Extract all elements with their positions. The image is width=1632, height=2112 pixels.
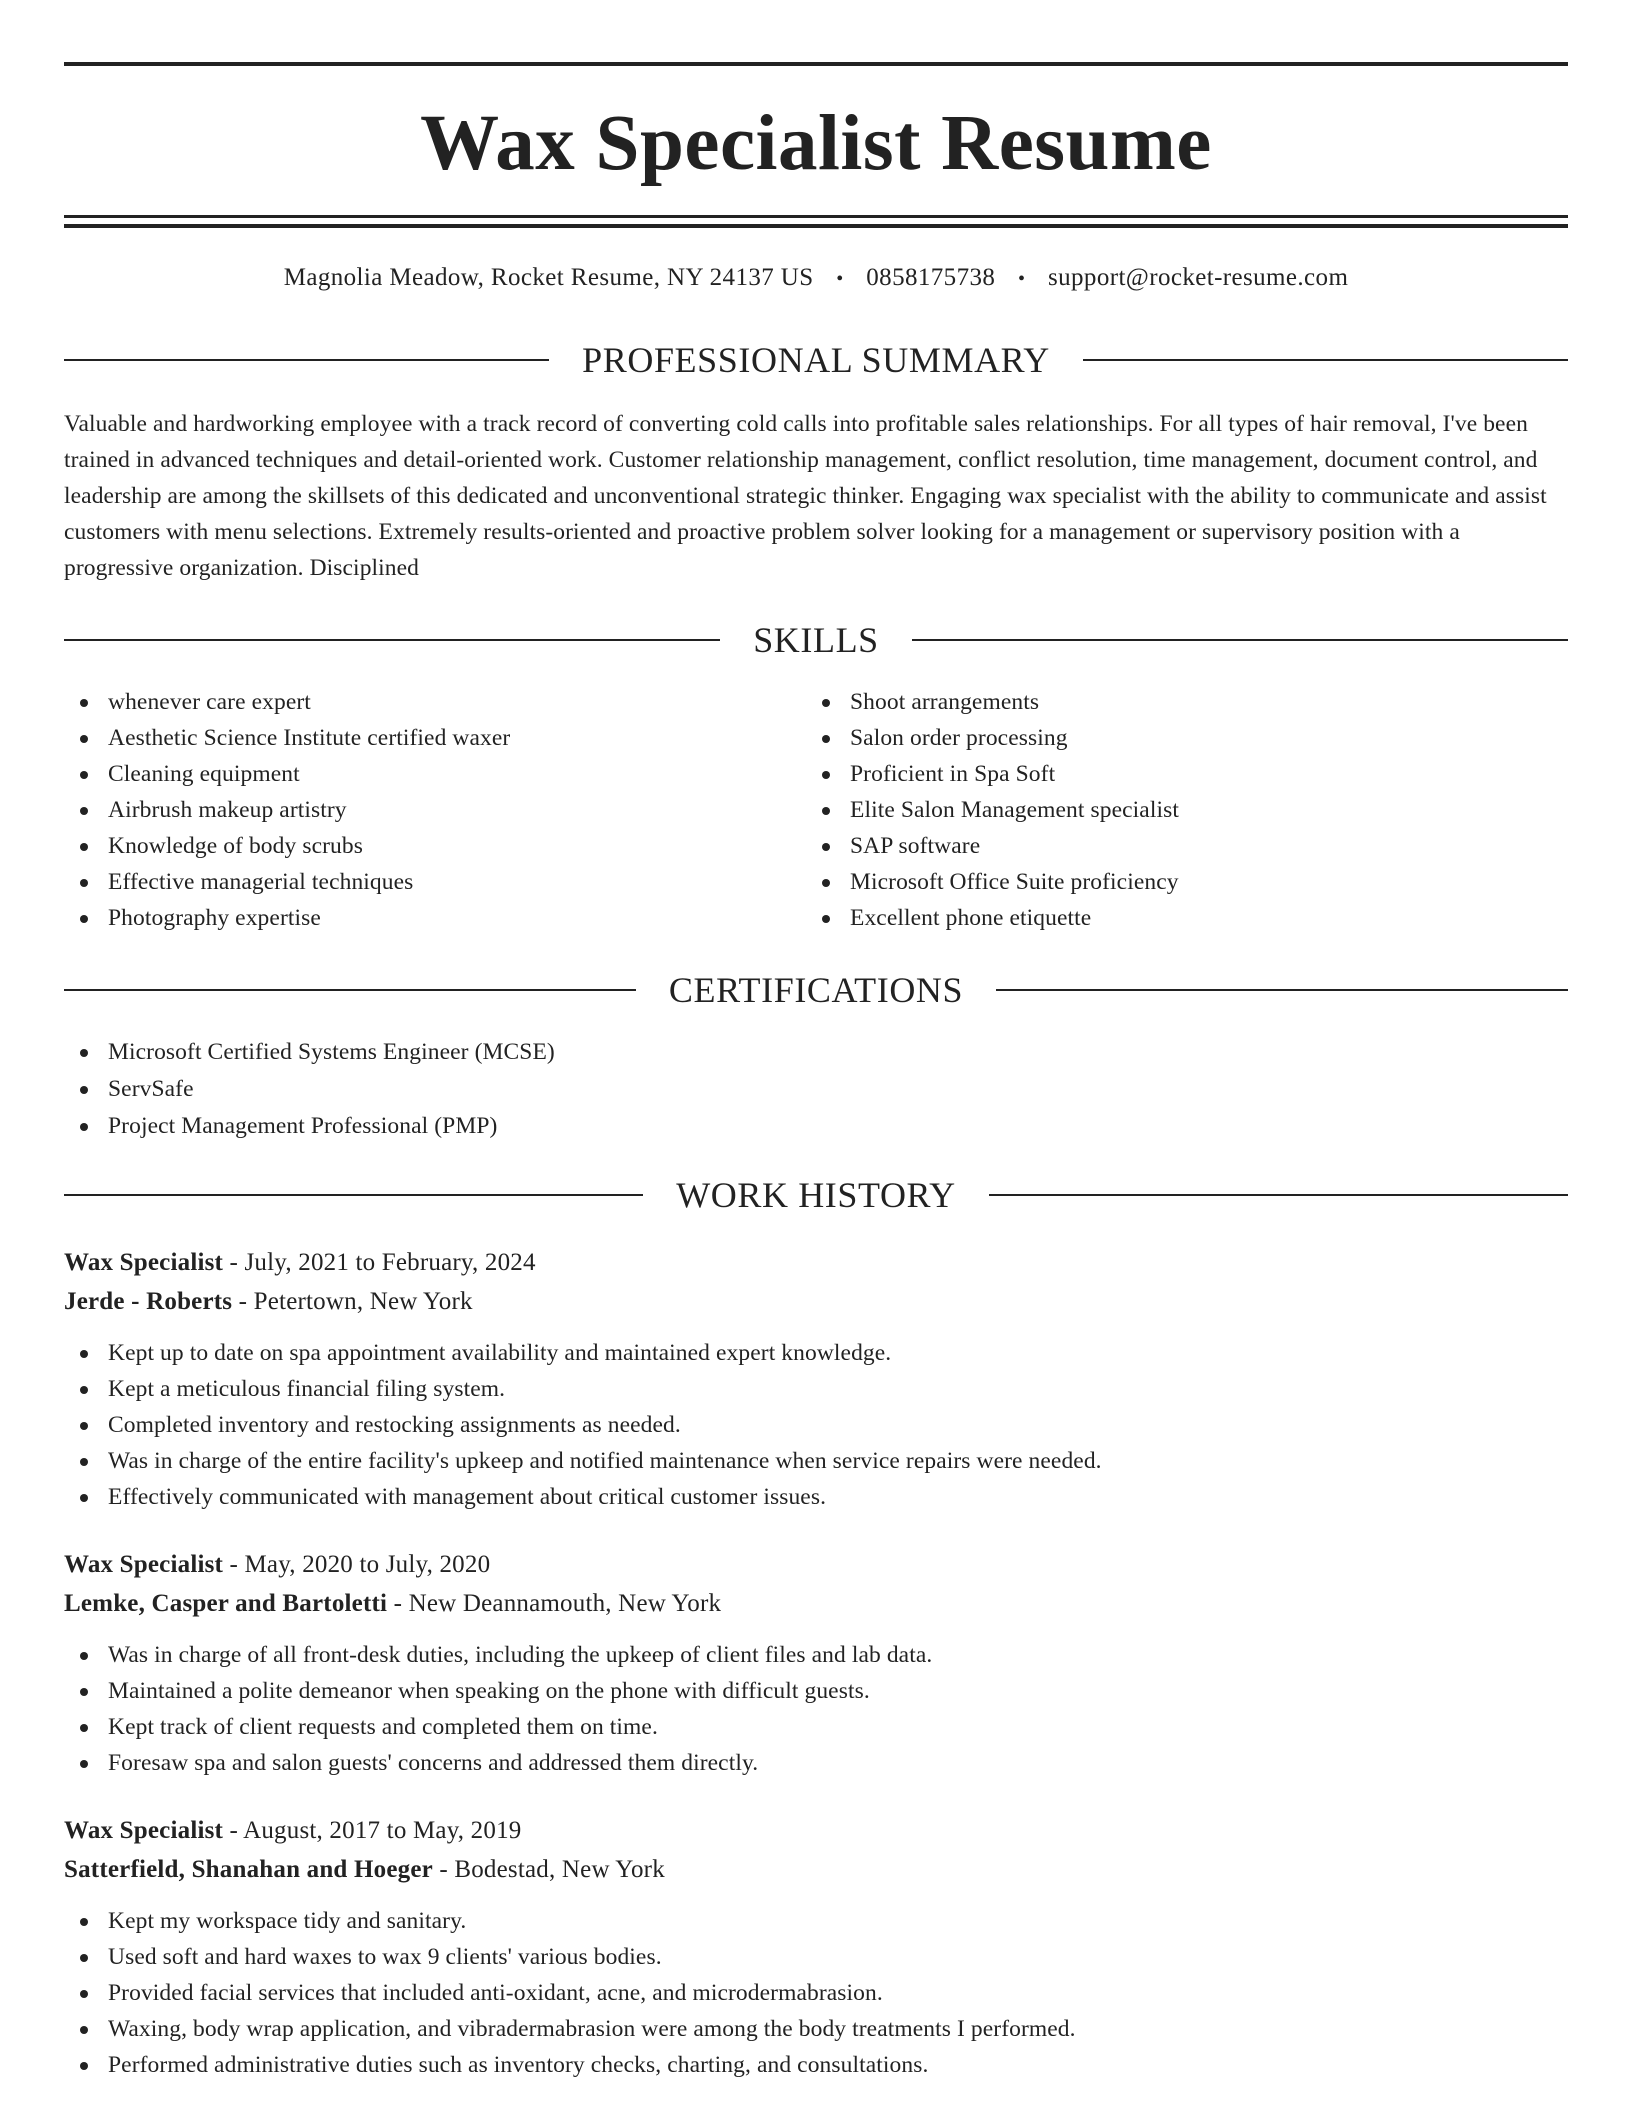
job-duties-list	[64, 1637, 1568, 1781]
heading-rule	[64, 1194, 643, 1196]
job-duties-list	[64, 1903, 1568, 2083]
header-top-rule	[64, 62, 1568, 66]
skills-column-left	[64, 684, 806, 936]
job-duty-item: Provided facial services that included anti-oxidant, acne, and microdermabrasion.	[64, 1975, 1568, 2011]
certifications-list	[64, 1034, 1568, 1145]
work-history-list	[64, 1243, 1568, 2083]
certification-item: Microsoft Certified Systems Engineer (MCSE)	[64, 1034, 1568, 1071]
job-location: - Petertown, New York	[232, 1288, 473, 1315]
skill-item: Proficient in Spa Soft	[806, 756, 1548, 792]
job-entry	[64, 1545, 1568, 1781]
job-duty-item: Waxing, body wrap application, and vibradermabrasion were among the body treatments I performed.	[64, 2011, 1568, 2047]
summary-heading: PROFESSIONAL SUMMARY	[582, 340, 1050, 380]
heading-rule	[1083, 359, 1568, 361]
job-dates: - July, 2021 to February, 2024	[223, 1249, 536, 1276]
resume-title: Wax Specialist Resume	[420, 100, 1212, 187]
skill-item: Photography expertise	[64, 900, 806, 936]
job-duty-item: Was in charge of the entire facility's upkeep and notified maintenance when service repairs were needed.	[64, 1443, 1568, 1479]
job-duty-item: Performed administrative duties such as inventory checks, charting, and consultations.	[64, 2047, 1568, 2083]
certification-item: Project Management Professional (PMP)	[64, 1108, 1568, 1145]
job-company: Satterfield, Shanahan and Hoeger	[64, 1856, 433, 1883]
skill-item: Elite Salon Management specialist	[806, 792, 1548, 828]
job-duty-item: Kept up to date on spa appointment availability and maintained expert knowledge.	[64, 1335, 1568, 1371]
job-duty-item: Kept track of client requests and completed them on time.	[64, 1709, 1568, 1745]
job-dates: - May, 2020 to July, 2020	[223, 1551, 491, 1578]
job-duty-item: Kept my workspace tidy and sanitary.	[64, 1903, 1568, 1939]
job-company-line	[64, 1584, 1568, 1623]
summary-section-heading	[64, 342, 1568, 378]
work-section-heading	[64, 1177, 1568, 1213]
skill-item: whenever care expert	[64, 684, 806, 720]
job-duties-list	[64, 1335, 1568, 1515]
skill-item: Airbrush makeup artistry	[64, 792, 806, 828]
job-company-line	[64, 1282, 1568, 1321]
job-location: - New Deannamouth, New York	[387, 1590, 722, 1617]
contact-email: support@rocket-resume.com	[1048, 264, 1349, 291]
job-duty-item: Was in charge of all front-desk duties, including the upkeep of client files and lab data.	[64, 1637, 1568, 1673]
contact-separator: •	[1017, 268, 1026, 290]
job-title-line	[64, 1811, 1568, 1850]
job-duty-item: Kept a meticulous financial filing system.	[64, 1371, 1568, 1407]
header-rule-line	[64, 224, 1568, 228]
job-title-line	[64, 1545, 1568, 1584]
job-company: Lemke, Casper and Bartoletti	[64, 1590, 388, 1617]
job-duty-item: Foresaw spa and salon guests' concerns and addressed them directly.	[64, 1745, 1568, 1781]
header-double-rule	[64, 215, 1568, 228]
header-rule-line	[64, 215, 1568, 218]
contact-phone: 0858175738	[866, 264, 996, 291]
contact-separator: •	[836, 268, 844, 290]
job-title: Wax Specialist	[64, 1817, 224, 1844]
heading-rule	[64, 359, 549, 361]
skill-item: Knowledge of body scrubs	[64, 828, 806, 864]
heading-rule	[989, 1194, 1568, 1196]
heading-rule	[912, 639, 1568, 641]
job-duty-item: Maintained a polite demeanor when speaking on the phone with difficult guests.	[64, 1673, 1568, 1709]
skills-section-heading	[64, 622, 1568, 658]
certifications-section-heading	[64, 972, 1568, 1008]
certifications-heading: CERTIFICATIONS	[668, 970, 964, 1010]
job-title: Wax Specialist	[64, 1249, 224, 1276]
work-heading: WORK HISTORY	[676, 1175, 956, 1215]
skill-item: Excellent phone etiquette	[806, 900, 1548, 936]
job-duty-item: Effectively communicated with management about critical customer issues.	[64, 1479, 1568, 1515]
heading-rule	[996, 989, 1568, 991]
skills-list	[64, 684, 1568, 936]
summary-text: Valuable and hardworking employee with a track record of converting cold calls into profitable sales relationships. For all types of hair removal, I've been trained in advanced techniques and detail-oriented work. Customer relationship management, conflict resolution, time management, document control, and leadership are among the skillsets of this dedicated and unconventional strategic thinker. Engaging wax specialist with the ability to communicate and assist customers with menu selections. Extremely results-oriented and proactive problem solver looking for a management or supervisory position with a progressive organization. Disciplined	[64, 411, 1547, 581]
skills-heading: SKILLS	[753, 620, 879, 660]
job-duty-item: Used soft and hard waxes to wax 9 clients' various bodies.	[64, 1939, 1568, 1975]
job-duty-item: Completed inventory and restocking assignments as needed.	[64, 1407, 1568, 1443]
contact-address: Magnolia Meadow, Rocket Resume, NY 24137 US	[283, 264, 814, 291]
job-entry	[64, 1243, 1568, 1515]
job-title-line	[64, 1243, 1568, 1282]
heading-rule	[64, 639, 720, 641]
job-entry	[64, 1811, 1568, 2083]
certification-item: ServSafe	[64, 1071, 1568, 1108]
skill-item: Cleaning equipment	[64, 756, 806, 792]
heading-rule	[64, 989, 636, 991]
skill-item: Aesthetic Science Institute certified waxer	[64, 720, 806, 756]
skill-item: Shoot arrangements	[806, 684, 1548, 720]
skill-item: Effective managerial techniques	[64, 864, 806, 900]
job-company-line	[64, 1850, 1568, 1889]
job-title: Wax Specialist	[64, 1551, 224, 1578]
skill-item: SAP software	[806, 828, 1548, 864]
skills-column-right	[806, 684, 1548, 936]
job-dates: - August, 2017 to May, 2019	[223, 1817, 522, 1844]
skill-item: Microsoft Office Suite proficiency	[806, 864, 1548, 900]
job-location: - Bodestad, New York	[432, 1856, 665, 1883]
job-company: Jerde - Roberts	[64, 1288, 233, 1315]
skill-item: Salon order processing	[806, 720, 1548, 756]
contact-line	[64, 264, 1568, 292]
